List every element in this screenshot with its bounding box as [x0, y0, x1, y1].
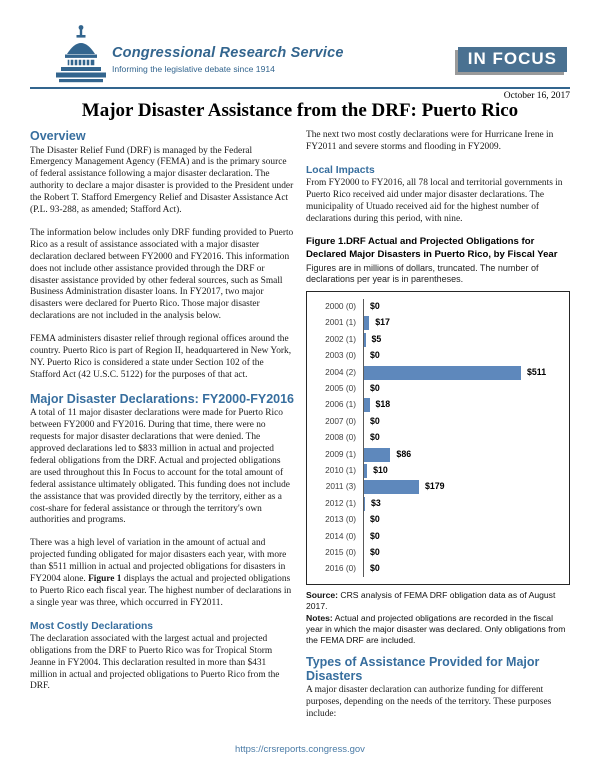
chart-row — [312, 315, 564, 331]
figure-chart-rows — [312, 299, 564, 578]
chart-row-plot — [363, 348, 564, 364]
chart-row — [312, 528, 564, 544]
report-date: October 16, 2017 — [503, 91, 570, 101]
notes-label: Notes: — [306, 613, 333, 624]
declarations-heading: Major Disaster Declarations: FY2000-FY2016 — [30, 391, 295, 406]
declarations-paragraph-1: A total of 11 major disaster declarations were made for Puerto Rico between FY2000 and FY2016. During that time, there were no requests for major disaster declarations that were denied. The approved declarations led to $833 million in actual and projected federal obligations from the DRF. Actual and projected obligations are used throughout this In Focus to account for the total amount of federal assistance ultimately obligated. This funding does not include the assistance that was provided directly by the territory, either as a cost-share for federal assistance or through the territory's own authorities and programs. — [30, 408, 290, 526]
chart-row — [312, 299, 564, 315]
chart-row-label: 2003 (0) — [325, 350, 356, 361]
chart-row-plot — [363, 463, 564, 479]
chart-row-label: 2006 (1) — [325, 399, 356, 410]
overview-heading: Overview — [30, 129, 86, 143]
chart-row — [312, 414, 564, 430]
chart-row — [312, 430, 564, 446]
chart-row-label: 2001 (1) — [325, 317, 356, 328]
footer-link[interactable]: https://crsreports.congress.gov — [235, 744, 365, 755]
chart-row-plot — [363, 364, 564, 380]
declarations-p2-post: displays the actual and projected obligations to Puerto Rico each fiscal year. The highest number of declarations in a single year was three, which occurred in FY2011. — [30, 574, 292, 608]
chart-bar-value: $511 — [527, 366, 547, 377]
chart-bar-value: $0 — [370, 432, 380, 443]
chart-bar-value: $10 — [373, 464, 388, 475]
chart-bar-value: $0 — [370, 350, 380, 361]
chart-bar — [364, 480, 419, 494]
chart-row-plot — [363, 299, 564, 315]
chart-row — [312, 364, 564, 380]
source-label: Source: — [306, 590, 338, 601]
chart-row-plot — [363, 381, 564, 397]
chart-bar-value: $0 — [370, 383, 380, 394]
declarations-p2-pre: There was a high level of variation in the amount of actual and projected funding obligated for major disasters each year, with more than $511 million in actual and projected obligations for disasters in FY2004 alone. — [30, 538, 287, 585]
in-focus-badge: IN FOCUS — [458, 47, 567, 72]
chart-row-plot — [363, 430, 564, 446]
chart-row-plot — [363, 479, 564, 495]
footer — [0, 739, 600, 757]
chart-row-label: 2015 (0) — [325, 546, 356, 557]
chart-row — [312, 479, 564, 495]
chart-bar-value: $3 — [371, 497, 381, 508]
notes-text: Actual and projected obligations are recorded in the fiscal year in which the major disaster was declared. Only obligations from the FEMA DRF are included. — [306, 613, 566, 646]
chart-row — [312, 545, 564, 561]
chart-row-plot — [363, 315, 564, 331]
chart-row-label: 2000 (0) — [325, 301, 356, 312]
types-paragraph: A major disaster declaration can authorize funding for different purposes, depending on the needs of the territory. These purposes include: — [306, 685, 552, 720]
chart-row — [312, 512, 564, 528]
chart-bar — [364, 464, 367, 478]
overview-paragraph-3: FEMA administers disaster relief through regional offices around the country. Puerto Rico is part of Region II, headquartered in New York, NY. Puerto Rico is considered a state under Section 102 of the Stafford Act (42 U.S.C. 5122) for the purposes of that act. — [30, 334, 292, 380]
chart-bar — [364, 398, 370, 412]
chart-bar-value: $18 — [375, 399, 391, 410]
figure-1 — [306, 236, 570, 646]
chart-row-plot — [363, 397, 564, 413]
chart-row-plot — [363, 561, 564, 577]
chart-row-plot — [363, 446, 564, 462]
header-rule — [30, 87, 570, 89]
chart-bar-value: $0 — [370, 546, 380, 557]
source-text: CRS analysis of FEMA DRF obligation data as of August 2017. — [306, 590, 556, 612]
figure-subtitle: Figures are in millions of dollars, truncated. The number of declarations per year is in parentheses. — [306, 262, 539, 285]
chart-row-label: 2002 (1) — [325, 333, 356, 344]
chart-row-label: 2013 (0) — [325, 514, 356, 525]
chart-bar-value: $17 — [375, 317, 390, 328]
chart-row-label: 2016 (0) — [325, 563, 356, 574]
chart-row — [312, 348, 564, 364]
overview-paragraph-2: The information below includes only DRF funding provided to Puerto Rico as a result of assistance associated with a major disaster declaration declared between FY2000 and FY2016. This information does not include other assistance provided through the DRF or disaster assistance provided by other federal sources, such as Small Business Administration disaster loans. In FY2017, two major disasters were declared for Puerto Rico. Those major disaster declarations are not included in the analysis below. — [30, 227, 294, 322]
page-title: Major Disaster Assistance from the DRF: Puerto Rico — [81, 100, 519, 121]
figure-source — [306, 590, 570, 612]
chart-row-label: 2011 (3) — [325, 481, 356, 492]
chart-row-plot — [363, 496, 564, 512]
chart-row-label: 2010 (1) — [325, 464, 356, 475]
left-column — [30, 130, 294, 732]
chart-bar-value: $0 — [370, 514, 380, 525]
figure-title: Figure 1.DRF Actual and Projected Obligations for Declared Major Disasters in Puerto Rico, by Fiscal Year — [306, 236, 558, 260]
chart-bar — [364, 497, 365, 511]
chart-row-label: 2008 (0) — [325, 432, 356, 443]
chart-bar-value: $0 — [370, 530, 380, 541]
chart-bar-value: $179 — [424, 481, 445, 492]
chart-bar-value: $0 — [370, 563, 380, 574]
local-impacts-paragraph: From FY2000 to FY2016, all 78 local and territorial governments in Puerto Rico received aid under major disaster declarations. The municipality of Utuado received aid for the highest number of declarations during this period, with nine. — [306, 177, 563, 224]
chart-row-label: 2009 (1) — [325, 448, 356, 459]
body-columns — [30, 130, 570, 732]
chart-bar — [364, 448, 390, 462]
local-impacts-heading: Local Impacts — [306, 164, 375, 176]
chart-row — [312, 446, 564, 462]
chart-row — [312, 397, 564, 413]
chart-row-plot — [363, 512, 564, 528]
chart-row — [312, 381, 564, 397]
chart-row-plot — [363, 528, 564, 544]
most-costly-paragraph: The declaration associated with the largest actual and projected obligations from the DRF to Puerto Rico was for Tropical Storm Jeanne in FY2004. This declaration resulted in more than $431 million in actual and projected obligations to Puerto Rico from the DRF. — [30, 633, 280, 692]
chart-row-label: 2004 (2) — [325, 366, 356, 377]
chart-row-plot — [363, 545, 564, 561]
chart-bar-value: $0 — [370, 301, 380, 312]
chart-row-plot — [363, 414, 564, 430]
types-heading: Types of Assistance Provided for Major Disasters — [306, 655, 540, 683]
figure-1-reference: Figure 1 — [88, 574, 122, 585]
chart-row — [312, 332, 564, 348]
overview-paragraph-1: The Disaster Relief Fund (DRF) is managed by the Federal Emergency Management Agency (FEMA) and is the primary source of federal assistance following a major disaster declaration. The authority to declare a major disaster is provided to the President under the Robert T. Stafford Emergency Relief and Disaster Assistance Act (P.L. 93-288, as amended; Stafford Act). — [30, 145, 294, 216]
chart-row — [312, 561, 564, 577]
chart-row-label: 2014 (0) — [325, 530, 356, 541]
capitol-dome-icon — [56, 24, 106, 86]
logo-title: Congressional Research Service — [112, 45, 344, 61]
chart-row — [312, 496, 564, 512]
costly-continued-paragraph: The next two most costly declarations were for Hurricane Irene in FY2011 and severe storms and flooding in FY2009. — [306, 130, 554, 152]
logo-tagline: Informing the legislative debate since 1914 — [112, 64, 275, 74]
chart-row — [312, 463, 564, 479]
chart-bar — [364, 366, 521, 380]
declarations-paragraph-2 — [30, 538, 294, 609]
figure-notes — [306, 613, 570, 646]
crs-logo — [112, 45, 344, 74]
chart-bar — [364, 316, 369, 330]
chart-row-label: 2012 (1) — [325, 497, 356, 508]
chart-bar-value: $86 — [396, 448, 412, 459]
chart-row-plot — [363, 332, 564, 348]
most-costly-heading: Most Costly Declarations — [30, 620, 154, 632]
right-column — [306, 130, 570, 732]
chart-bar-value: $0 — [370, 415, 380, 426]
chart-bar — [364, 333, 366, 347]
figure-chart — [306, 291, 570, 586]
chart-bar-value: $5 — [371, 333, 382, 344]
chart-row-label: 2005 (0) — [325, 383, 356, 394]
chart-row-label: 2007 (0) — [325, 415, 356, 426]
